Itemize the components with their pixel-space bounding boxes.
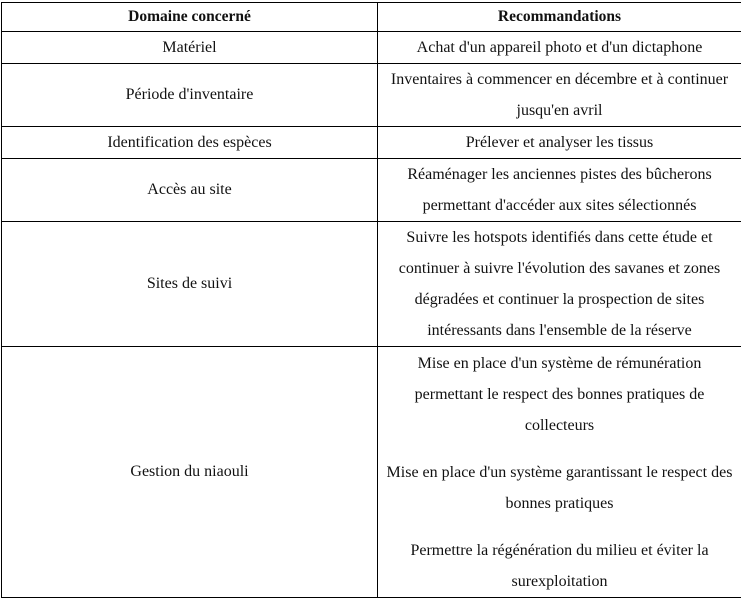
header-recommendations: Recommandations xyxy=(378,3,741,32)
recommendation-text: Achat d'un appareil photo et d'un dictaphone xyxy=(383,32,736,63)
header-domain: Domaine concerné xyxy=(2,3,378,32)
recommendation-text: Réaménager les anciennes pistes des bûcherons permettant d'accéder aux sites sélectionnés xyxy=(383,159,736,221)
table-row xyxy=(2,347,741,598)
row-domain: Accès au site xyxy=(2,159,378,222)
row-domain: Matériel xyxy=(2,32,378,64)
recommendation-text: Suivre les hotspots identifiés dans cette étude et continuer à suivre l'évolution des savanes et zones dégradées et continuer la prospection de sites intéressants dans l'ensemble de la réserve xyxy=(383,222,736,346)
table-row xyxy=(2,159,741,222)
row-recommendation xyxy=(378,222,741,347)
header-row xyxy=(2,3,741,32)
recommendation-text: Permettre la régénération du milieu et éviter la surexploitation xyxy=(383,535,736,597)
row-recommendation xyxy=(378,159,741,222)
table-row xyxy=(2,127,741,159)
table-row xyxy=(2,32,741,64)
row-domain: Identification des espèces xyxy=(2,127,378,159)
row-recommendation xyxy=(378,64,741,127)
row-recommendation xyxy=(378,127,741,159)
recommendation-text: Mise en place d'un système de rémunération permettant le respect des bonnes pratiques de collecteurs xyxy=(383,348,736,441)
table-row xyxy=(2,222,741,347)
recommendation-text: Inventaires à commencer en décembre et à continuer jusqu'en avril xyxy=(383,64,736,126)
row-recommendation xyxy=(378,347,741,598)
row-domain: Gestion du niaouli xyxy=(2,347,378,598)
row-domain: Sites de suivi xyxy=(2,222,378,347)
recommendation-text: Prélever et analyser les tissus xyxy=(383,127,736,158)
recommendations-table xyxy=(1,2,741,598)
row-domain: Période d'inventaire xyxy=(2,64,378,127)
recommendation-text: Mise en place d'un système garantissant le respect des bonnes pratiques xyxy=(383,457,736,519)
row-recommendation xyxy=(378,32,741,64)
table-row xyxy=(2,64,741,127)
